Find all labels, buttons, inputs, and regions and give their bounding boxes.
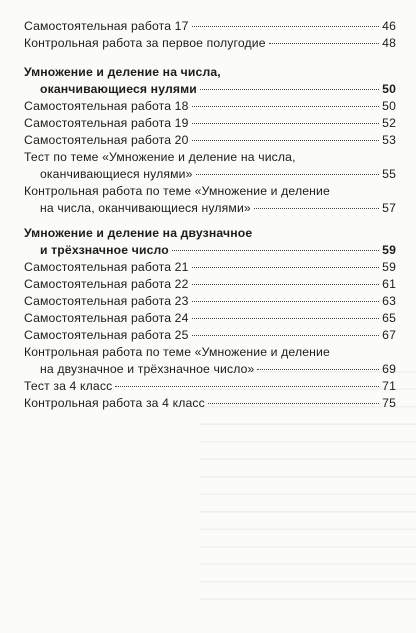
- entry-title: Самостоятельная работа 22: [24, 277, 189, 291]
- entry-title: оканчивающиеся нулями»: [40, 167, 193, 181]
- dot-leader: [192, 317, 380, 319]
- page-number: 50: [382, 82, 396, 96]
- entry-title: Самостоятельная работа 20: [24, 133, 189, 147]
- toc-entry: [24, 132, 396, 149]
- control-entry-line2: [24, 200, 396, 217]
- table-of-contents: [24, 18, 396, 412]
- control-entry-line1: Контрольная работа по теме «Умножение и деление: [24, 184, 330, 198]
- entry-title: на числа, оканчивающиеся нулями»: [40, 201, 251, 215]
- entry-title: Самостоятельная работа 19: [24, 116, 189, 130]
- page-number: 55: [382, 167, 396, 181]
- page-number: 63: [382, 294, 396, 308]
- entry-title: Тест за 4 класс: [24, 379, 113, 393]
- entry-title: Контрольная работа за первое полугодие: [24, 36, 266, 50]
- test-entry-line1: Тест по теме «Умножение и деление на числа,: [24, 150, 296, 164]
- spacer: [24, 217, 396, 225]
- page-number: 65: [382, 311, 396, 325]
- dot-leader: [192, 25, 380, 27]
- entry-title: Самостоятельная работа 21: [24, 260, 189, 274]
- toc-entry: [24, 378, 396, 395]
- test-entry-line2: [24, 166, 396, 183]
- spacer: [24, 52, 396, 64]
- section-heading-line2: [24, 81, 396, 98]
- dot-leader: [192, 139, 380, 141]
- page-number: 52: [382, 116, 396, 130]
- page-number: 69: [382, 362, 396, 376]
- dot-leader: [208, 402, 379, 404]
- dot-leader: [192, 283, 380, 285]
- entry-title: Самостоятельная работа 25: [24, 328, 189, 342]
- dot-leader: [196, 173, 380, 175]
- page-number: 46: [382, 19, 396, 33]
- page-number: 50: [382, 99, 396, 113]
- toc-entry: [24, 18, 396, 35]
- toc-entry: [24, 293, 396, 310]
- control-entry-line2: [24, 361, 396, 378]
- page-number: 53: [382, 133, 396, 147]
- toc-entry: [24, 115, 396, 132]
- toc-entry: [24, 395, 396, 412]
- page-number: 59: [382, 243, 396, 257]
- dot-leader: [115, 385, 379, 387]
- section-heading-text: и трёхзначное число: [40, 243, 169, 257]
- dot-leader: [192, 334, 380, 336]
- dot-leader: [192, 105, 380, 107]
- section-heading-text: оканчивающиеся нулями: [40, 82, 197, 96]
- dot-leader: [192, 122, 380, 124]
- entry-title: на двузначное и трёхзначное число»: [40, 362, 255, 376]
- page-number: 71: [382, 379, 396, 393]
- control-entry-line1: Контрольная работа по теме «Умножение и деление: [24, 345, 330, 359]
- page-number: 67: [382, 328, 396, 342]
- entry-title: Контрольная работа за 4 класс: [24, 396, 205, 410]
- dot-leader: [269, 42, 379, 44]
- dot-leader: [172, 249, 379, 251]
- entry-title: Самостоятельная работа 17: [24, 19, 189, 33]
- toc-entry: [24, 276, 396, 293]
- page-number: 59: [382, 260, 396, 274]
- dot-leader: [254, 207, 379, 209]
- page-number: 61: [382, 277, 396, 291]
- section-heading: Умножение и деление на числа,: [24, 65, 221, 79]
- page-number: 57: [382, 201, 396, 215]
- toc-entry: [24, 98, 396, 115]
- toc-entry: [24, 35, 396, 52]
- dot-leader: [257, 368, 379, 370]
- entry-title: Самостоятельная работа 18: [24, 99, 189, 113]
- dot-leader: [192, 266, 380, 268]
- section-heading-line2: [24, 242, 396, 259]
- toc-entry: [24, 310, 396, 327]
- toc-entry: [24, 259, 396, 276]
- entry-title: Самостоятельная работа 24: [24, 311, 189, 325]
- dot-leader: [200, 88, 379, 90]
- page-number: 48: [382, 36, 396, 50]
- page-number: 75: [382, 396, 396, 410]
- section-heading: Умножение и деление на двузначное: [24, 226, 253, 240]
- dot-leader: [192, 300, 380, 302]
- entry-title: Самостоятельная работа 23: [24, 294, 189, 308]
- toc-entry: [24, 327, 396, 344]
